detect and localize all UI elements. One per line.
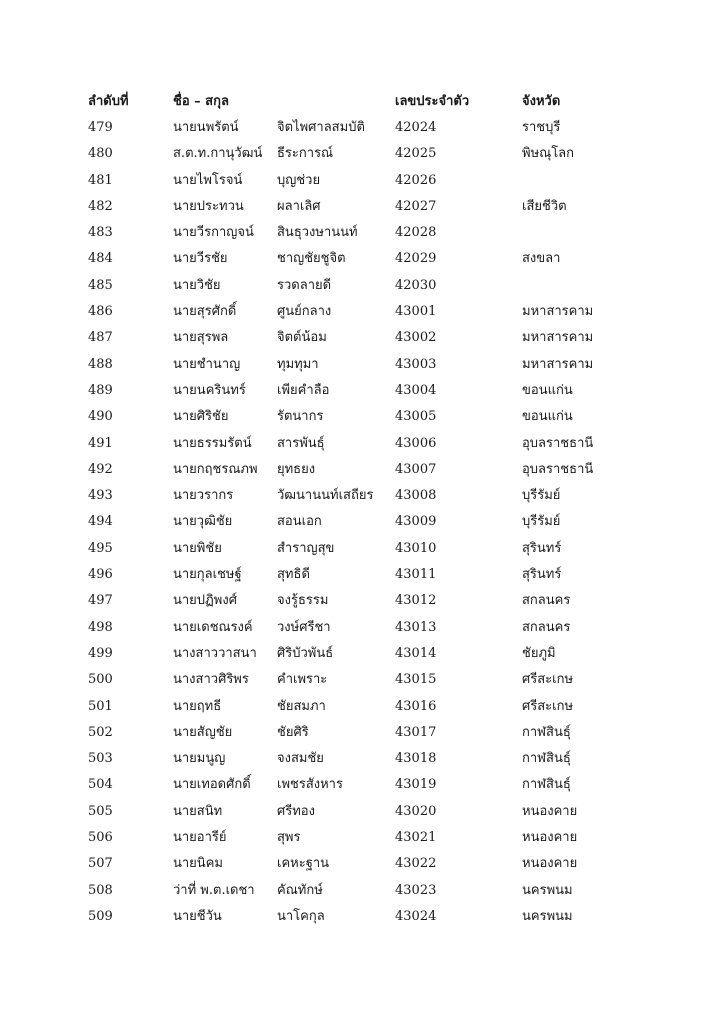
last-name: สินธุวงษานนท์ xyxy=(277,225,358,241)
first-name: นายสนิท xyxy=(173,803,223,819)
province: สกลนคร xyxy=(522,593,571,609)
table-row xyxy=(88,537,648,563)
last-name: สำราญสุข xyxy=(277,540,335,556)
province: กาฬสินธุ์ xyxy=(522,724,571,740)
province: นครพนม xyxy=(522,908,573,924)
row-number: 498 xyxy=(88,619,113,635)
row-number: 481 xyxy=(88,172,113,188)
member-id: 43008 xyxy=(395,488,437,504)
table-row xyxy=(88,563,648,589)
last-name: ชัยศิริ xyxy=(277,724,309,740)
first-name: นายนิคม xyxy=(173,856,223,872)
province: มหาสารคาม xyxy=(522,304,594,320)
header-province: จังหวัด xyxy=(522,94,561,109)
table-row xyxy=(88,905,648,931)
first-name: นายประทวน xyxy=(173,198,244,214)
row-number: 483 xyxy=(88,225,113,241)
last-name: ชัยสมภา xyxy=(277,698,326,714)
table-row xyxy=(88,589,648,615)
last-name: จิตต์น้อม xyxy=(277,330,327,346)
first-name: นางสาววาสนา xyxy=(173,645,257,661)
row-number: 487 xyxy=(88,330,113,346)
last-name: เพียคำลือ xyxy=(277,382,330,398)
table-row xyxy=(88,300,648,326)
member-id: 43013 xyxy=(395,619,437,635)
last-name: สารพันธุ์ xyxy=(277,435,325,451)
member-id: 43005 xyxy=(395,409,437,425)
last-name: ผลาเลิศ xyxy=(277,198,321,214)
row-number: 499 xyxy=(88,645,113,661)
row-number: 492 xyxy=(88,461,113,477)
last-name: วงษ์ศรีชา xyxy=(277,619,331,635)
row-number: 482 xyxy=(88,198,113,214)
province: ศรีสะเกษ xyxy=(522,672,574,688)
row-number: 484 xyxy=(88,251,113,267)
member-id: 43022 xyxy=(395,856,437,872)
table-row xyxy=(88,326,648,352)
first-name: นายไพโรจน์ xyxy=(173,172,243,188)
row-number: 493 xyxy=(88,488,113,504)
table-row xyxy=(88,195,648,221)
member-id: 43001 xyxy=(395,304,437,320)
last-name: คำเพราะ xyxy=(277,672,328,688)
row-number: 500 xyxy=(88,672,113,688)
last-name: จงสมชัย xyxy=(277,751,324,767)
last-name: สอนเอก xyxy=(277,514,322,530)
row-number: 501 xyxy=(88,698,113,714)
last-name: เพชรสังหาร xyxy=(277,777,343,793)
province: เสียชีวิต xyxy=(522,198,567,214)
member-id: 42026 xyxy=(395,172,437,188)
first-name: นายวีรกาญจน์ xyxy=(173,225,254,241)
header-name: ชื่อ – สกุล xyxy=(173,94,229,109)
first-name: นายวรากร xyxy=(173,488,234,504)
table-row xyxy=(88,668,648,694)
member-id: 43017 xyxy=(395,724,437,740)
last-name: คัณทักษ์ xyxy=(277,882,323,898)
first-name: นายชีวัน xyxy=(173,908,222,924)
province: สุรินทร์ xyxy=(522,567,562,583)
first-name: ว่าที่ พ.ต.เดชา xyxy=(173,882,255,898)
province: กาฬสินธุ์ xyxy=(522,751,571,767)
last-name: จิตไพศาลสมบัติ xyxy=(277,120,365,135)
member-id: 42027 xyxy=(395,198,437,214)
member-id: 43020 xyxy=(395,803,437,819)
last-name: วัฒนานนท์เสถียร xyxy=(277,488,374,504)
province: กาฬสินธุ์ xyxy=(522,777,571,793)
last-name: จงรู้ธรรม xyxy=(277,593,329,609)
row-number: 494 xyxy=(88,514,113,530)
member-id: 42028 xyxy=(395,225,437,241)
table-row xyxy=(88,142,648,168)
province: ราชบุรี xyxy=(522,120,561,135)
row-number: 490 xyxy=(88,409,113,425)
province: หนองคาย xyxy=(522,803,578,819)
table-row xyxy=(88,879,648,905)
first-name: นายอารีย์ xyxy=(173,830,227,846)
table-row xyxy=(88,169,648,195)
province: บุรีรัมย์ xyxy=(522,488,561,504)
province: บุรีรัมย์ xyxy=(522,514,561,530)
table-header xyxy=(88,90,648,116)
first-name: นายวีรชัย xyxy=(173,251,228,267)
first-name: นายพิชัย xyxy=(173,540,222,556)
row-number: 480 xyxy=(88,146,113,162)
first-name: นายชำนาญ xyxy=(173,356,241,372)
last-name: เคหะฐาน xyxy=(277,856,330,872)
table-row xyxy=(88,695,648,721)
row-number: 486 xyxy=(88,304,113,320)
table-row xyxy=(88,274,648,300)
row-number: 488 xyxy=(88,356,113,372)
province: สกลนคร xyxy=(522,619,571,635)
table-row xyxy=(88,353,648,379)
header-no: ลำดับที่ xyxy=(88,94,129,109)
last-name: สุพร xyxy=(277,830,301,846)
first-name: นายศิริชัย xyxy=(173,409,229,425)
first-name: นายเทอดศักดิ์ xyxy=(173,777,251,793)
table-row xyxy=(88,432,648,458)
table-row xyxy=(88,221,648,247)
last-name: ธีระการณ์ xyxy=(277,146,334,162)
table-row xyxy=(88,616,648,642)
province: อุบลราชธานี xyxy=(522,461,594,477)
row-number: 505 xyxy=(88,803,113,819)
province: พิษณุโลก xyxy=(522,146,575,162)
member-id: 42025 xyxy=(395,146,437,162)
province: หนองคาย xyxy=(522,856,578,872)
first-name: นายกฤชรณภพ xyxy=(173,461,258,477)
province: ศรีสะเกษ xyxy=(522,698,574,714)
header-id: เลขประจำตัว xyxy=(395,94,470,109)
row-number: 495 xyxy=(88,540,113,556)
roster-table xyxy=(88,90,648,931)
province: สุรินทร์ xyxy=(522,540,562,556)
table-row xyxy=(88,721,648,747)
member-id: 43023 xyxy=(395,882,437,898)
province: ขอนแก่น xyxy=(522,409,573,425)
row-number: 485 xyxy=(88,277,113,293)
table-row xyxy=(88,458,648,484)
province: อุบลราชธานี xyxy=(522,435,594,451)
table-row xyxy=(88,116,648,142)
first-name: นายนพรัตน์ xyxy=(173,120,239,135)
member-id: 43003 xyxy=(395,356,437,372)
last-name: นาโคกุล xyxy=(277,908,325,924)
table-row xyxy=(88,405,648,431)
first-name: นายวิชัย xyxy=(173,277,221,293)
province: ขอนแก่น xyxy=(522,382,573,398)
province: มหาสารคาม xyxy=(522,356,594,372)
row-number: 504 xyxy=(88,777,113,793)
last-name: รัตนากร xyxy=(277,409,324,425)
member-id: 43009 xyxy=(395,514,437,530)
first-name: นายกุลเชษฐ์ xyxy=(173,567,242,583)
row-number: 507 xyxy=(88,856,113,872)
last-name: ศิริบัวพันธ์ xyxy=(277,645,334,661)
member-id: 43024 xyxy=(395,908,437,924)
member-id: 43021 xyxy=(395,830,437,846)
first-name: นายมนูญ xyxy=(173,751,226,767)
member-id: 43002 xyxy=(395,330,437,346)
row-number: 506 xyxy=(88,830,113,846)
last-name: ยุทธยง xyxy=(277,461,316,477)
first-name: นายธรรมรัตน์ xyxy=(173,435,252,451)
province: หนองคาย xyxy=(522,830,578,846)
first-name: นายปฏิพงศ์ xyxy=(173,593,237,609)
member-id: 42024 xyxy=(395,120,437,135)
first-name: นายฤทธี xyxy=(173,698,222,714)
province: สงขลา xyxy=(522,251,561,267)
member-id: 43018 xyxy=(395,751,437,767)
first-name: นายสุรศักดิ์ xyxy=(173,304,237,320)
row-number: 491 xyxy=(88,435,113,451)
last-name: รวดลายดี xyxy=(277,277,332,293)
table-body xyxy=(88,116,648,931)
last-name: ศูนย์กลาง xyxy=(277,304,332,320)
table-row xyxy=(88,247,648,273)
table-row xyxy=(88,852,648,878)
row-number: 479 xyxy=(88,120,113,135)
last-name: ศรีทอง xyxy=(277,803,315,819)
province: นครพนม xyxy=(522,882,573,898)
first-name: นายเดชณรงค์ xyxy=(173,619,253,635)
row-number: 497 xyxy=(88,593,113,609)
first-name: นายสุรพล xyxy=(173,330,229,346)
last-name: บุญช่วย xyxy=(277,172,321,188)
row-number: 502 xyxy=(88,724,113,740)
table-row xyxy=(88,510,648,536)
member-id: 43010 xyxy=(395,540,437,556)
row-number: 489 xyxy=(88,382,113,398)
member-id: 43014 xyxy=(395,645,437,661)
province: มหาสารคาม xyxy=(522,330,594,346)
member-id: 43011 xyxy=(395,567,437,583)
table-row xyxy=(88,747,648,773)
first-name: นายสัญชัย xyxy=(173,724,233,740)
table-row xyxy=(88,826,648,852)
last-name: ทุมทุมา xyxy=(277,356,319,372)
member-id: 42029 xyxy=(395,251,437,267)
table-row xyxy=(88,773,648,799)
first-name: ส.ต.ท.กานุวัฒน์ xyxy=(173,146,263,162)
member-id: 42030 xyxy=(395,277,437,293)
row-number: 503 xyxy=(88,751,113,767)
member-id: 43007 xyxy=(395,461,437,477)
row-number: 496 xyxy=(88,567,113,583)
member-id: 43006 xyxy=(395,435,437,451)
row-number: 508 xyxy=(88,882,113,898)
table-row xyxy=(88,800,648,826)
table-row xyxy=(88,379,648,405)
first-name: นายนครินทร์ xyxy=(173,382,246,398)
table-row xyxy=(88,484,648,510)
last-name: ชาญชัยชูจิต xyxy=(277,251,346,267)
first-name: นางสาวศิริพร xyxy=(173,672,249,688)
last-name: สุทธิดี xyxy=(277,567,310,583)
member-id: 43015 xyxy=(395,672,437,688)
member-id: 43004 xyxy=(395,382,437,398)
province: ชัยภูมิ xyxy=(522,645,556,661)
table-row xyxy=(88,642,648,668)
first-name: นายวุฒิชัย xyxy=(173,514,233,530)
member-id: 43019 xyxy=(395,777,437,793)
member-id: 43012 xyxy=(395,593,437,609)
member-id: 43016 xyxy=(395,698,437,714)
row-number: 509 xyxy=(88,908,113,924)
